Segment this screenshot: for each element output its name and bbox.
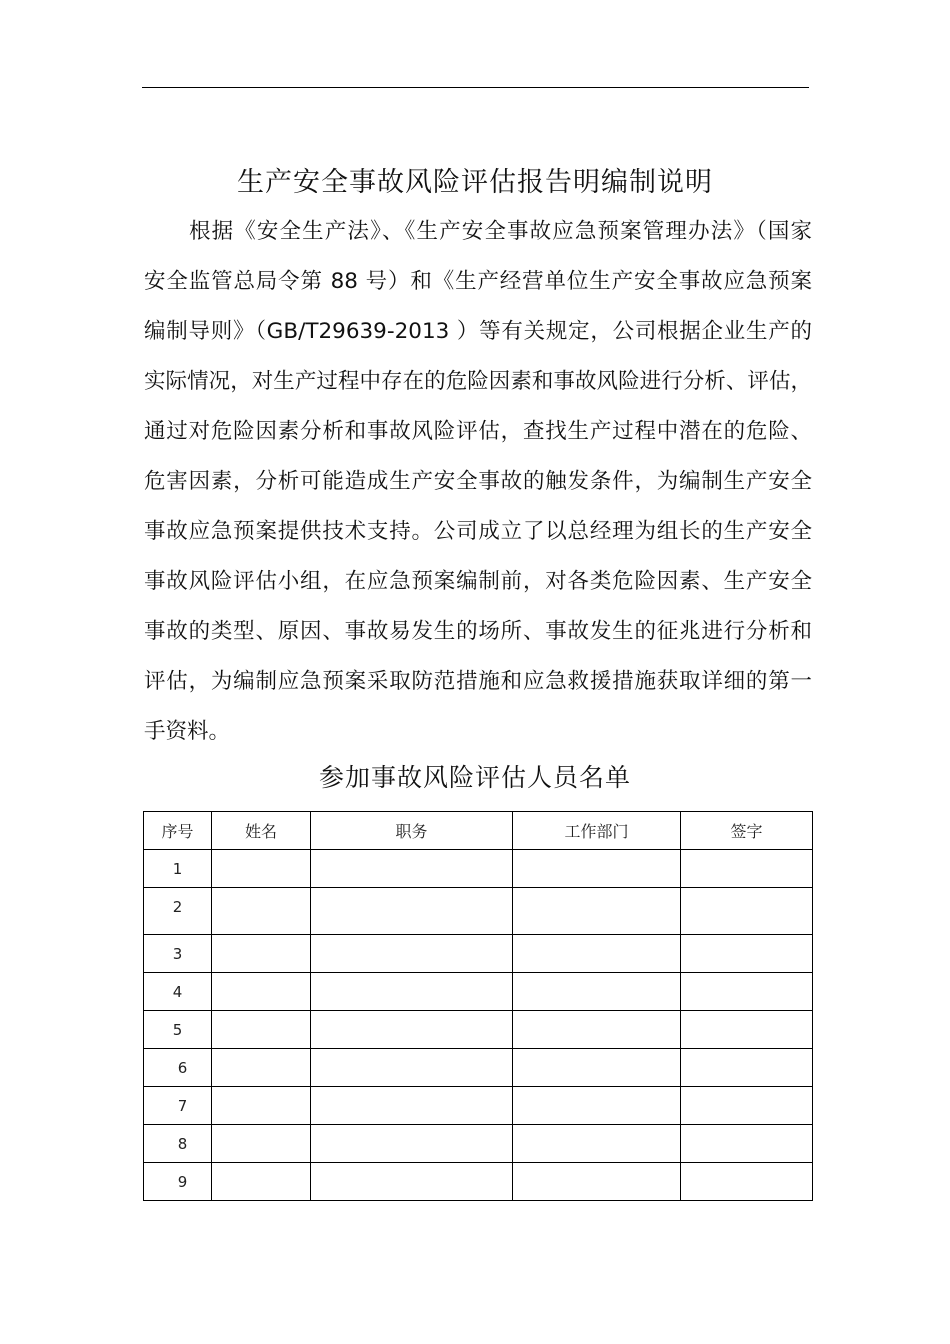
position-cell[interactable] — [311, 935, 513, 973]
name-cell[interactable] — [212, 973, 311, 1011]
paragraph-line: 评估，为编制应急预案采取防范措施和应急救援措施获取详细的第一 — [144, 669, 812, 694]
header-serial: 序号 — [144, 812, 212, 850]
name-cell[interactable] — [212, 1163, 311, 1201]
name-cell[interactable] — [212, 1087, 311, 1125]
row-number: 9 — [144, 1163, 212, 1201]
paragraph-line: 通过对危险因素分析和事故风险评估，查找生产过程中潜在的危险、 — [144, 419, 812, 444]
department-cell[interactable] — [513, 1049, 681, 1087]
name-cell[interactable] — [212, 888, 311, 935]
position-cell[interactable] — [311, 1011, 513, 1049]
position-cell[interactable] — [311, 1163, 513, 1201]
row-number: 4 — [144, 973, 212, 1011]
paragraph-line: 事故的类型、原因、事故易发生的场所、事故发生的征兆进行分析和 — [144, 619, 812, 644]
paragraph-line: 危害因素，分析可能造成生产安全事故的触发条件，为编制生产安全 — [144, 469, 812, 494]
name-cell[interactable] — [212, 1011, 311, 1049]
header-department: 工作部门 — [513, 812, 681, 850]
table-row — [144, 935, 813, 973]
signature-cell[interactable] — [681, 1163, 813, 1201]
table-row — [144, 1049, 813, 1087]
name-cell[interactable] — [212, 1049, 311, 1087]
signature-cell[interactable] — [681, 973, 813, 1011]
department-cell[interactable] — [513, 973, 681, 1011]
department-cell[interactable] — [513, 1125, 681, 1163]
position-cell[interactable] — [311, 1087, 513, 1125]
signature-cell[interactable] — [681, 1011, 813, 1049]
position-cell[interactable] — [311, 1125, 513, 1163]
table-row — [144, 888, 813, 935]
row-number: 7 — [144, 1087, 212, 1125]
table-row — [144, 1087, 813, 1125]
row-number: 8 — [144, 1125, 212, 1163]
table-row — [144, 850, 813, 888]
roster-title: 参加事故风险评估人员名单 — [318, 763, 631, 792]
name-cell[interactable] — [212, 935, 311, 973]
position-cell[interactable] — [311, 1049, 513, 1087]
department-cell[interactable] — [513, 1163, 681, 1201]
table-row — [144, 1011, 813, 1049]
table-row — [144, 1163, 813, 1201]
signature-cell[interactable] — [681, 850, 813, 888]
header-rule — [142, 87, 809, 88]
row-number: 6 — [144, 1049, 212, 1087]
department-cell[interactable] — [513, 888, 681, 935]
paragraph-line: 根据《安全生产法》、《生产安全事故应急预案管理办法》（国家 — [189, 219, 812, 244]
signature-cell[interactable] — [681, 1125, 813, 1163]
page-title: 生产安全事故风险评估报告明编制说明 — [237, 167, 713, 198]
position-cell[interactable] — [311, 888, 513, 935]
table-row — [144, 973, 813, 1011]
name-cell[interactable] — [212, 1125, 311, 1163]
paragraph-line: 实际情况，对生产过程中存在的危险因素和事故风险进行分析、评估， — [144, 369, 812, 394]
signature-cell[interactable] — [681, 1049, 813, 1087]
header-signature: 签字 — [681, 812, 813, 850]
row-number: 1 — [144, 850, 212, 888]
row-number: 5 — [144, 1011, 212, 1049]
paragraph-line: 编制导则》（GB/T29639-2013 ）等有关规定，公司根据企业生产的 — [144, 319, 812, 344]
signature-cell[interactable] — [681, 935, 813, 973]
department-cell[interactable] — [513, 1087, 681, 1125]
header-name: 姓名 — [212, 812, 311, 850]
paragraph-line: 事故应急预案提供技术支持。公司成立了以总经理为组长的生产安全 — [144, 519, 812, 544]
explanation-paragraph — [144, 210, 812, 760]
department-cell[interactable] — [513, 1011, 681, 1049]
roster-table — [143, 811, 813, 1201]
position-cell[interactable] — [311, 973, 513, 1011]
paragraph-line: 事故风险评估小组，在应急预案编制前，对各类危险因素、生产安全 — [144, 569, 812, 594]
paragraph-line: 安全监管总局令第 88 号）和《生产经营单位生产安全事故应急预案 — [144, 269, 812, 294]
position-cell[interactable] — [311, 850, 513, 888]
signature-cell[interactable] — [681, 1087, 813, 1125]
signature-cell[interactable] — [681, 888, 813, 935]
header-position: 职务 — [311, 812, 513, 850]
department-cell[interactable] — [513, 850, 681, 888]
table-row — [144, 1125, 813, 1163]
row-number: 3 — [144, 935, 212, 973]
department-cell[interactable] — [513, 935, 681, 973]
table-header-row — [144, 812, 813, 850]
paragraph-line: 手资料。 — [144, 719, 231, 744]
row-number: 2 — [144, 888, 212, 935]
name-cell[interactable] — [212, 850, 311, 888]
